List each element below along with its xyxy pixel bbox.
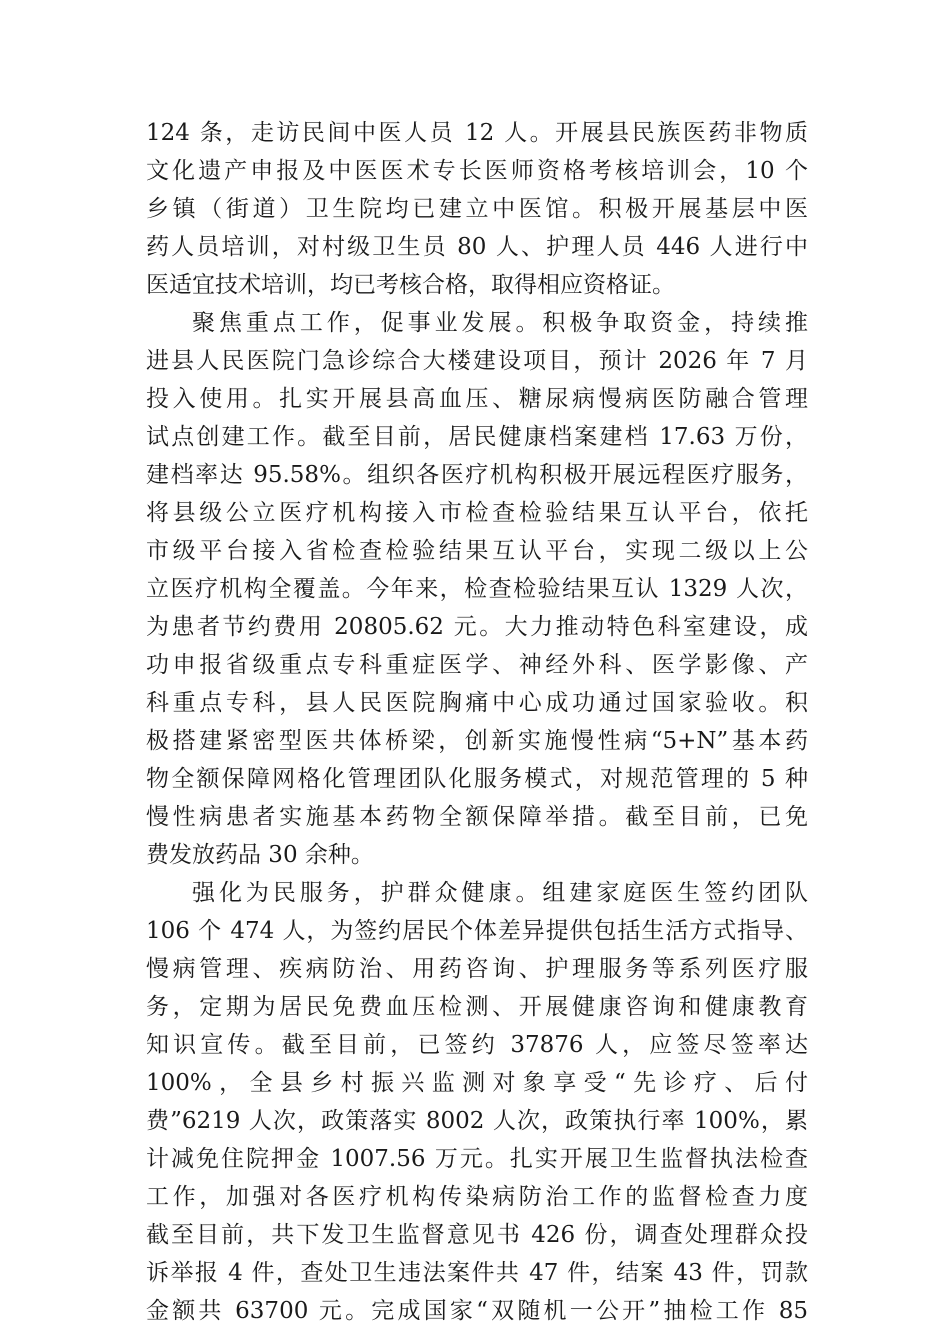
text-line: 截至目前，共下发卫生监督意见书 426 份，调查处理群众投 (146, 1222, 808, 1248)
text-line: 立医疗机构全覆盖。今年来，检查检验结果互认 1329 人次， (146, 576, 808, 602)
text-line: 物全额保障网格化管理团队化服务模式，对规范管理的 5 种 (146, 766, 808, 792)
text-line: 试点创建工作。截至目前，居民健康档案建档 17.63 万份， (146, 424, 808, 450)
text-line: 将县级公立医疗机构接入市检查检验结果互认平台，依托 (146, 500, 808, 526)
paragraph-tcm-training (146, 114, 808, 304)
text-line: 慢病管理、疾病防治、用药咨询、护理服务等系列医疗服 (146, 956, 808, 982)
text-line: 诉举报 4 件，查处卫生违法案件共 47 件，结案 43 件，罚款 (146, 1260, 808, 1286)
text-line: 建档率达 95.58%。组织各医疗机构积极开展远程医疗服务， (146, 462, 808, 488)
paragraph-key-work (146, 304, 808, 874)
text-line: 124 条，走访民间中医人员 12 人。开展县民族医药非物质 (146, 120, 808, 146)
text-line: 市级平台接入省检查检验结果互认平台，实现二级以上公 (146, 538, 808, 564)
text-line: 工作，加强对各医疗机构传染病防治工作的监督检查力度 (146, 1184, 808, 1210)
text-line: 费”6219 人次，政策落实 8002 人次，政策执行率 100%，累 (146, 1108, 808, 1134)
text-line: 极搭建紧密型医共体桥梁，创新实施慢性病“5+N”基本药 (146, 728, 808, 754)
text-line: 计减免住院押金 1007.56 万元。扎实开展卫生监督执法检查 (146, 1146, 808, 1172)
text-line: 慢性病患者实施基本药物全额保障举措。截至目前，已免 (146, 804, 808, 830)
text-line: 科重点专科，县人民医院胸痛中心成功通过国家验收。积 (146, 690, 808, 716)
document-body (146, 114, 808, 1330)
text-line: 知识宣传。截至目前，已签约 37876 人，应签尽签率达 (146, 1032, 808, 1058)
text-line: 文化遗产申报及中医医术专长医师资格考核培训会，10 个 (146, 158, 808, 184)
text-line: 金额共 63700 元。完成国家“双随机一公开”抽检工作 85 (146, 1298, 808, 1324)
paragraph-heading-line: 聚焦重点工作，促事业发展。积极争取资金，持续推 (192, 310, 808, 336)
paragraph-public-service (146, 874, 808, 1330)
text-line: 费发放药品 30 余种。 (146, 842, 374, 868)
text-line: 投入使用。扎实开展县高血压、糖尿病慢病医防融合管理 (146, 386, 808, 412)
text-line: 乡镇（街道）卫生院均已建立中医馆。积极开展基层中医 (146, 196, 808, 222)
paragraph-heading-line: 强化为民服务，护群众健康。组建家庭医生签约团队 (192, 880, 808, 906)
text-line: 务，定期为居民免费血压检测、开展健康咨询和健康教育 (146, 994, 808, 1020)
text-line: 进县人民医院门急诊综合大楼建设项目，预计 2026 年 7 月 (146, 348, 808, 374)
text-line: 100%，全县乡村振兴监测对象享受“先诊疗、后付 (146, 1070, 808, 1096)
text-line: 为患者节约费用 20805.62 元。大力推动特色科室建设，成 (146, 614, 808, 640)
text-line: 106 个 474 人，为签约居民个体差异提供包括生活方式指导、 (146, 918, 808, 944)
text-line: 医适宜技术培训，均已考核合格，取得相应资格证。 (146, 272, 675, 298)
text-line: 功申报省级重点专科重症医学、神经外科、医学影像、产 (146, 652, 808, 678)
text-line: 药人员培训，对村级卫生员 80 人、护理人员 446 人进行中 (146, 234, 808, 260)
